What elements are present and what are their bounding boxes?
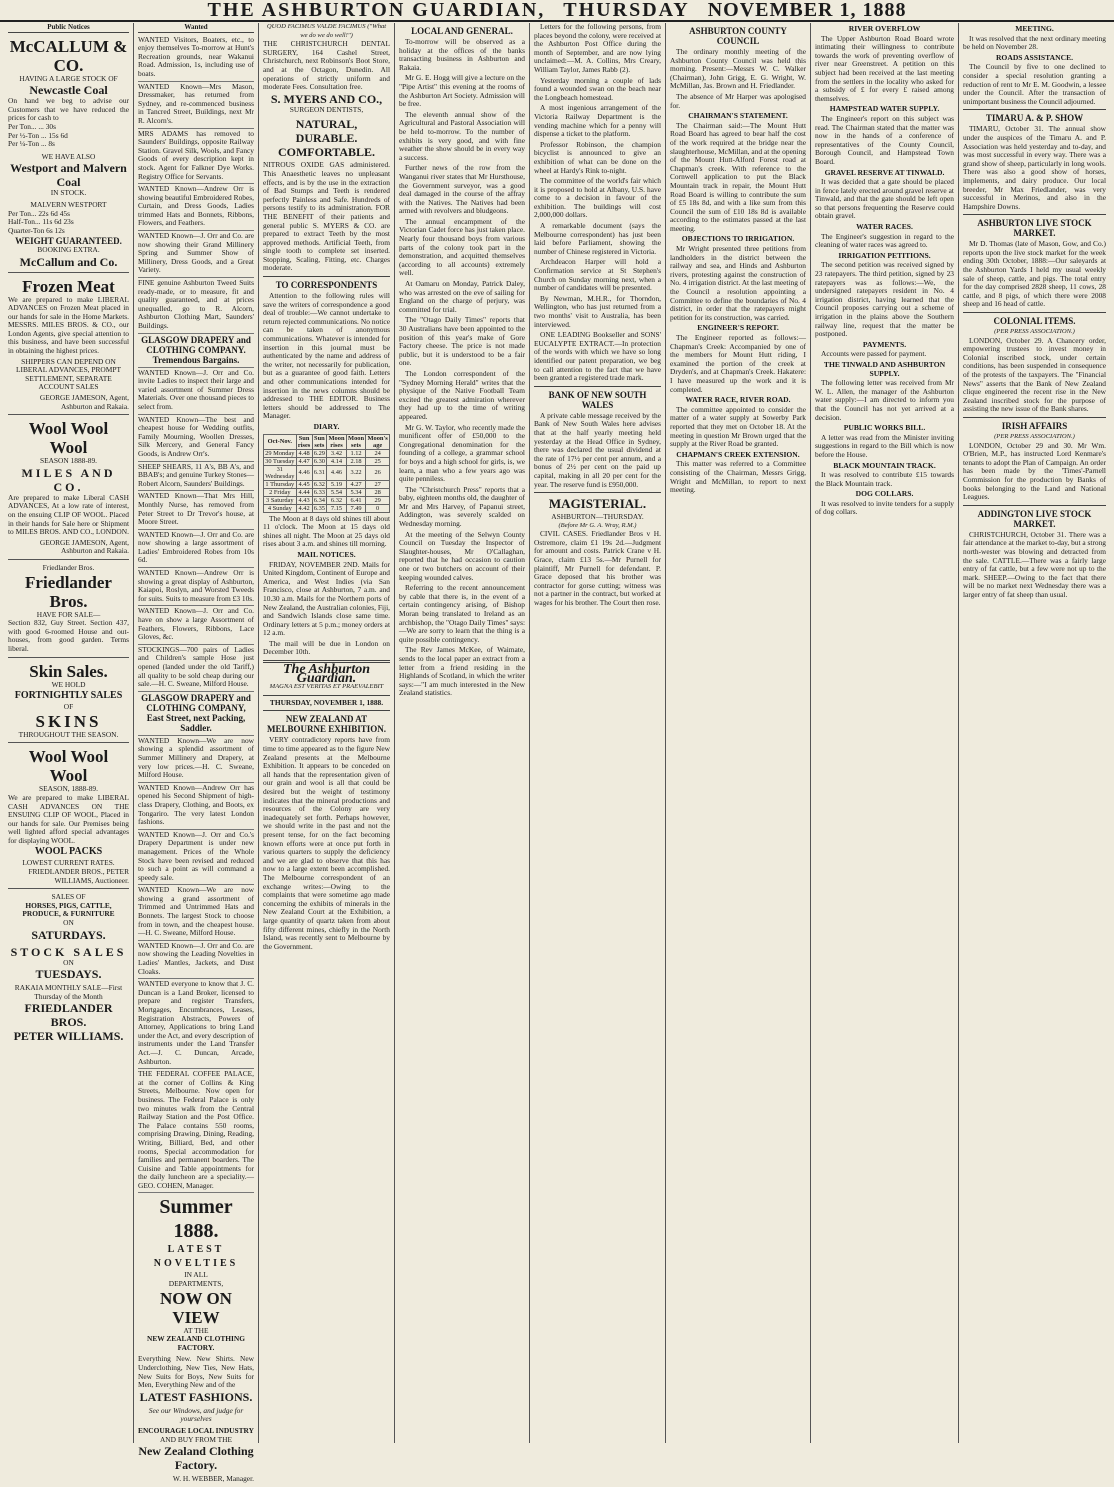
- column-2: [134, 23, 259, 1484]
- mccallum-line1: HAVING A LARGE STOCK OF: [19, 73, 118, 83]
- local-item: Letters for the following persons, from places beyond the colony, were received at the Ashburton Post Office during the month of September, and are now lying unclaimed:—M. A. Collins, Mrs Creary, William Taylor, James Rabb (2).: [534, 22, 661, 74]
- diary-cell: 6.33: [313, 488, 325, 496]
- skin-skins: SKINS: [35, 711, 102, 731]
- diary-title: DIARY.: [313, 421, 340, 431]
- item-body: Accounts were passed for payment.: [821, 349, 927, 359]
- frozen-sign: GEORGE JAMESON, Agent, Ashburton and Rakaia.: [39, 393, 129, 411]
- mccallum-price-2: Per ½-Ton ... 15s 6d: [8, 130, 68, 140]
- diary-row: [264, 457, 390, 465]
- diary-cell: 4 Sunday: [264, 504, 297, 512]
- diary-row: [264, 465, 390, 480]
- frozen-shippers: SHIPPERS CAN DEPEND ON LIBERAL ADVANCES, PROMPT SETTLEMENT, SEPARATE ACCOUNT SALES: [16, 356, 121, 392]
- local-general-title: LOCAL AND GENERAL.: [411, 26, 513, 36]
- column-7: [811, 23, 959, 1443]
- wanted-ad: SHEEP SHEARS, 11 A's, BB A's, and BBAB's; and genuine Turkey Stones—Robert Alcorn, Saunders' Buildings.: [138, 462, 254, 492]
- col2-header: Wanted: [138, 23, 254, 33]
- frozen-meat-ad: [8, 275, 129, 416]
- diary-head: Sun rises: [297, 434, 311, 449]
- wanted-ad: FINE genuine Ashburton Tweed Suits ready-made, or to measure, fit and quality guaranteed, and at prices unequalled, go to R. Alcorn, Ashburton Clothing Mart, Saunders' Buildings.: [138, 278, 254, 334]
- mccallum-name: McCALLUM & CO.: [9, 36, 128, 75]
- magisterial-body: CIVIL CASES. Friedlander Bros v H. Ostremore, claim £1 19s 2d.—Judgment for amount and costs. Patrick Crane v H. Grace, claim £13 5s.—Mr Purnell for plaintiff, Mr Purnell for defendant. P. Grace deposed that his brother was contractor for gorse cutting; witness was not a partner in the contract, but worked at wages for his brother. The Court then rose.: [534, 529, 661, 608]
- subhead: BLACK MOUNTAIN TRACK.: [833, 460, 936, 470]
- local-item: To-morrow will be observed as a holiday at the offices of the banks transacting business in Ashburton and Rakaia.: [399, 37, 525, 72]
- divider: [963, 109, 1106, 110]
- diary-cell: 6.41: [346, 496, 365, 504]
- summer-see: See our Windows, and judge for yourselves: [148, 1405, 244, 1424]
- colonial-title: COLONIAL ITEMS.: [993, 316, 1076, 327]
- skin-title: Skin Sales.: [29, 661, 108, 681]
- summer-depts: DEPARTMENTS,: [168, 1279, 224, 1289]
- engineer-body: The Engineer reported as follows:—Chapman's Creek: Accompanied by one of the members for Mount Hutt riding, I examined the portion of the creek at Dryden's, and at Chapman's Creek. Hakatere: I have measured up the work and it is completed.: [670, 333, 806, 394]
- wool2-ad: [8, 745, 129, 889]
- engineer-title: ENGINEER'S REPORT.: [697, 323, 779, 333]
- sales-day: SATURDAYS.: [31, 927, 106, 942]
- moon-note: The Moon at 8 days old shines till about 11 o'clock. The Moon at 15 days old shines all night. The Moon at 25 days old rises about 3 a.m. and shines till morning.: [263, 513, 390, 549]
- local-item: The London correspondent of the "Sydney Morning Herald" writes that the physique of the Native Football Team excited the greatest admiration wherever they had up to the time of writing appeared.: [399, 368, 525, 421]
- irish-sub: (PER PRESS ASSOCIATION.): [994, 432, 1075, 440]
- diary-row: [264, 480, 390, 488]
- summer-nz: NEW ZEALAND CLOTHING FACTORY.: [146, 1334, 245, 1352]
- magisterial-before: (Before Mr G. A. Wray, R.M.): [558, 521, 637, 529]
- summer-in: IN ALL: [184, 1270, 208, 1280]
- subhead: PAYMENTS.: [862, 339, 907, 349]
- diary-row: [264, 504, 390, 512]
- item-body: It was resolved that the next ordinary meeting be held on November 28.: [963, 33, 1106, 52]
- wanted-ad: STOCKINGS—700 pairs of Ladies and Children's sample Hose just opened (landed under the old Tariff,) all quality to be sold cheap during our sale.—H. C. Sweane, Milford House.: [138, 645, 254, 692]
- diary-cell: 3 Saturday: [264, 496, 297, 504]
- divider: [963, 214, 1106, 215]
- wool-body: Are prepared to make Liberal CASH ADVANCES, At a low rate of interest, on the ensuing CLIP OF WOOL. Placed in their hands for Sale here or Shipment to MILES BROS. AND CO., LONDON.: [8, 492, 129, 537]
- myers-body: NITROUS OXIDE GAS administered. This Anaesthetic leaves no unpleasant effects, and is by the use in the extraction of Bad Stumps and Teeth is rendered perfectly Painless and Safe. Hundreds of persons testify to its administration. FOR THE BENEFIT of their patients and general public S. MYERS & CO. are prepared to extract Teeth by the most approved methods. Artificial Teeth, from single tooth to complete set inserted. Stopping, Scaling, Fitting, etc. Charges moderate.: [263, 160, 390, 273]
- objections-title: OBJECTIONS TO IRRIGATION.: [681, 234, 795, 244]
- diary-cell: 5.19: [327, 480, 347, 488]
- summer-ad: [138, 1193, 254, 1486]
- myers-surgeon: SURGEON DENTISTS,: [289, 104, 364, 114]
- bank-title: BANK OF NEW SOUTH WALES: [548, 389, 647, 410]
- skin-through: THROUGHOUT THE SEASON.: [18, 729, 119, 739]
- column-6: [666, 23, 811, 1443]
- diary-head: Moon rises: [328, 434, 345, 449]
- editorial-body: VERY contradictory reports have from time to time appeared as to the figure New Zealand presents at the Melbourne Exhibition. It appears to be conceded on all hands that the representation given of our grain and wool is all that could be desired but the weight of testimony indicates that the mineral productions and resources of the Colony are very inadequately set forth. Perhaps however, we should write in the past and not the present tense, for on the fact becoming known efforts were at once put forth in various quarters to supply the deficiency and we are glad to observe that this has now to a large extent been accomplished. The Melbourne correspondent of an exchange writes:—Owing to the complaints that were sometime ago made concerning the exhibits of minerals in the New Zealand Court at the Exhibition, a large quantity of quartz taken from about fifty different mines, chiefly in the North Island, was recently sent to Melbourne by the Government.: [263, 735, 390, 951]
- objections-body: Mr Wright presented three petitions from landholders in the district between the railway and sea, and Hinds and Ashburton rivers, protesting against the construction of No. 4 irrigation district. At the last meeting of the Council a resolution appointing a Committee to define the boundaries of No. 4 district, in order that the ratepayers might petition for its construction, was carried.: [670, 244, 806, 322]
- summer-latest: LATEST NOVELTIES: [153, 1244, 239, 1270]
- item-body: The Engineer's suggestion in regard to the cleaning of water races was agreed to.: [815, 231, 954, 250]
- local-item: The annual encampment of the Victorian Cadet force has just taken place. Nearly four thousand boys from various parts of the colony took part in the demonstration, and acquitted themselves (according to all accounts) extremely well.: [399, 216, 525, 278]
- diary-cell: 1 Thursday: [265, 480, 295, 488]
- local-item: By Newman, M.H.R., for Thorndon, Wellington, who has just returned from a two months' visit to Australia, has been interviewed.: [534, 293, 661, 329]
- diary-cell: 4.27: [346, 480, 365, 488]
- friedlander-ad: [8, 562, 129, 658]
- summer-every: Everything New. New Shirts. New Underclothing, New Ties, New Hats, New Suits for Boys, New Suits for Men, Everything New and of the: [138, 1354, 254, 1390]
- mccallum-weight: WEIGHT GUARANTEED.: [15, 236, 122, 247]
- item-body: It was resolved to invite tenders for a supply of dog collars.: [815, 498, 954, 517]
- subhead: MEETING.: [1015, 24, 1054, 33]
- diary-cell: 4.42: [296, 504, 312, 512]
- ashburton-market-body: Mr D. Thomas (late of Mason, Gow, and Co.) reports upon the live stock market for the week ending 30th October, 1888:—Our saleyards at the Ashburton Yards I held my usual weekly sale of sheep, cattle, and pigs. The total entry for the day comprised 2828 sheep, 11 cows, 28 cattle, and 8 pigs, of which there were 2008 sheep and 16 head of cattle.: [963, 239, 1106, 309]
- myers-durable: DURABLE.: [295, 131, 358, 146]
- diary-cell: 1.12: [346, 449, 365, 457]
- diary-cell: 2 Friday: [264, 488, 297, 496]
- item-body: The Engineer's report on this subject was read. The Chairman stated that the matter was now in the hands of a conference of representatives of the County Council, Borough Council, and Hampstead Town Board.: [815, 113, 954, 166]
- diary-cell: 6.30: [313, 457, 325, 465]
- subhead: PUBLIC WORKS BILL.: [843, 423, 926, 433]
- council-absence: The absence of Mr Harper was apologised for.: [670, 91, 806, 110]
- local-item: Further news of the row from the Wanganui river states that Mr Hursthouse, the Government surveyor, was a good deal damaged in the course of the affray with the Natives. The Natives had been armed with revolvers and bludgeons.: [399, 163, 525, 216]
- local-item: At the meeting of the Selwyn County Council on Tuesday the Inspector of Slaughter-houses, Mr O'Callaghan, reported that he had occasion to caution one or two butchers on account of their keeping wounded calves.: [399, 529, 525, 582]
- diary-cell: 5.34: [346, 488, 365, 496]
- diary-cell: 7.49: [346, 504, 365, 512]
- diary-cell: 4.45: [296, 480, 312, 488]
- mccallum-ad: [8, 35, 129, 273]
- diary-cell: 3.22: [346, 465, 365, 480]
- friedlander-header: Friedlander Bros.: [42, 562, 95, 572]
- timaru-title: TIMARU A. & P. SHOW: [985, 113, 1084, 124]
- addington-body: CHRISTCHURCH, October 31. There was a fair attendance at the market to-day, but a strong north-wester was blowing and detracted from the sale. CATTLE.—There was a fairly large entry of fat cattle, but a few were not up to the mark. SHEEP.—Owing to the fact that there will be no market next Wednesday there was a larger entry of fat sheep than usual.: [963, 529, 1106, 599]
- mccallum-also: WE HAVE ALSO: [41, 151, 96, 161]
- diary-row: [264, 488, 390, 496]
- wanted-ad: WANTED Known—Andrew Orr is showing beautiful Embroidered Robes, Curtain, and Dress Goods, Ladies trimmed Hats and Bonnets, Ribbons, Flowers, and Feathers.: [138, 184, 254, 231]
- diary-cell: 6.29: [313, 449, 325, 457]
- local-item: The "Otago Daily Times" reports that 30 Australians have been appointed to the position of this year's make of Gore Factory cheese. The price is not made public, but it is understood to be a fair one.: [399, 315, 525, 368]
- mccallum-booking: BOOKING EXTRA.: [37, 244, 100, 254]
- diary-cell: 3.42: [327, 449, 347, 457]
- local-item: A remarkable document (says the Melbourne correspondent) has just been laid before Parliament, showing the number of Chinese registered in Victoria.: [534, 221, 661, 256]
- mccallum-row-1: Per Ton... 22s 6d 45s: [8, 208, 70, 218]
- ashburton-market-title: ASHBURTON LIVE STOCK MARKET.: [977, 218, 1092, 239]
- diary-cell: 25: [366, 457, 390, 465]
- myers-name: S. MYERS AND CO.,: [270, 91, 383, 106]
- wool-title: Wool Wool Wool: [28, 419, 109, 458]
- sales-on: ON: [63, 918, 74, 928]
- wool2-sign: FRIEDLANDER BROS., PETER WILLIAMS, Auctioneer.: [28, 867, 129, 885]
- summer-buy: AND BUY FROM THE: [159, 1434, 233, 1444]
- local-item: At Oamaru on Monday, Patrick Daley, who was arrested on the eve of sailing for England on the charge of perjury, was committed for trial.: [399, 279, 525, 314]
- subhead: GRAVEL RESERVE AT TINWALD.: [824, 167, 945, 177]
- item-body: A letter was read from the Minister inviting suggestions in regard to the Bill which is now before the House.: [815, 432, 954, 459]
- water-title: WATER RACE, RIVER ROAD.: [685, 395, 791, 405]
- local-item: A most ingenious arrangement of the Victoria Railway Department is the vending machine which for a penny will dispense a ticket to the platform.: [534, 103, 661, 139]
- wool-miles: MILES AND CO.: [21, 465, 116, 494]
- divider: [534, 386, 661, 387]
- masthead-day: THURSDAY: [563, 0, 690, 21]
- diary-cell: 4.43: [296, 496, 312, 504]
- local-item: The committee of the world's fair which it is proposed to hold at Albany, U.S. have come to a decision in favour of the exhibition. The buildings will cost 2,000,000 dollars.: [534, 176, 661, 220]
- frozen-title: Frozen Meat: [22, 276, 115, 296]
- wanted-ad: WANTED Known—J. Orr and Co. are now showing their Grand Millinery Spring and Summer Show of Millinery, Dress Goods, and a Great Variety.: [138, 231, 254, 278]
- mccallum-table-head: MALVERN WESTPORT: [30, 199, 107, 209]
- mccallum-sign: McCallum and Co.: [19, 254, 118, 269]
- magisterial-sub: ASHBURTON—THURSDAY.: [551, 512, 644, 522]
- summer-at: AT THE: [183, 1325, 209, 1335]
- wool2-season: SEASON, 1888-89.: [39, 784, 98, 794]
- mccallum-coal: Newcastle Coal: [29, 83, 108, 98]
- sales-on2: ON: [63, 957, 74, 967]
- mccallum-westport: Westport and Malvern Coal: [10, 161, 127, 190]
- column-3: [259, 23, 395, 1443]
- wanted-ad: WANTED Known—The best and cheapest house for Wedding outfits, Family Mourning, Woollen Dresses, Silk Mercery, and General Fancy Goods, is Andrew Orr's.: [138, 415, 254, 462]
- item-body: The following letter was received from Mr W. L. Allen, the manager of the Ashburton water supply:—I am directed to inform you that the Council has not yet arrived at a decision.: [815, 378, 954, 422]
- wool-sign: GEORGE JAMESON, Agent, Ashburton and Rakaia.: [39, 537, 129, 556]
- summer-enc: ENCOURAGE LOCAL INDUSTRY: [138, 1426, 254, 1435]
- paper-nameplate: The Ashburton Guardian.: [282, 662, 370, 686]
- subhead: HAMPSTEAD WATER SUPPLY.: [829, 104, 940, 114]
- subhead: DOG COLLARS.: [855, 489, 914, 499]
- diary-cell: 7.15: [327, 504, 347, 512]
- diary-cell: 4.14: [327, 457, 347, 465]
- skin-of: OF: [63, 702, 74, 712]
- wool-season: SEASON 1888-89.: [39, 456, 98, 466]
- diary-row: [264, 449, 390, 457]
- diary-head: Oct-Nov.: [264, 434, 297, 449]
- council-intro: The ordinary monthly meeting of the Ashburton County Council was held this morning. Present:—Messrs W. C. Walker (Chairman), John Grigg, E. G. Wright, W. McMillan, Jas. Brown and H. Friedlander.: [670, 47, 806, 91]
- diary-cell: 31 Wednesday: [265, 465, 295, 480]
- masthead: [0, 0, 1114, 22]
- diary-head: Moon's age: [367, 434, 388, 449]
- frozen-body: We are prepared to make LIBERAL ADVANCES on Frozen Meat placed in our hands for sale in the Home Markets. MESSRS. MILES BROS. & CO., our London Agents, give special attention to this business, and have been successful in obtaining the highest prices.: [8, 294, 129, 356]
- myers-natural: NATURAL,: [295, 117, 358, 132]
- local-item: ONE LEADING Bookseller and SONS' EUCALYPTE EXTRACT.—In protection of the words with which we have so long identified our patent preparation, we beg to call attention to the fact that we have been granted a registered trade mark.: [534, 330, 661, 383]
- timaru-body: TIMARU, October 31. The annual show under the auspices of the Timaru A. and P. Association was held yesterday and to-day, and was most successful in every way. There was a grand show of sheep, particularly in long wools. There was also a good show of horses, implements, and dairy produce. Our local breeder, Mr Max Friedlander, was very successful in Merinos, and also in the Hampshire Downs.: [963, 124, 1106, 211]
- wanted-ad: WANTED Known—J. Orr and Co. invite Ladies to inspect their large and varied assortment of Summer Dress Materials. Over one thousand pieces to select from.: [138, 368, 254, 415]
- item-body: The Council by five to one declined to consider a special resolution granting a reduction of rent to Mr E. M. Goodwin, a lessee under the Council. After the transaction of unimportant business the Council adjourned.: [963, 62, 1106, 106]
- diary-cell: 29: [366, 496, 390, 504]
- diary-cell: 5.54: [327, 488, 347, 496]
- wanted-ad: WANTED Known—Andrew Orr is showing a great display of Ashburton, Kaiapoi, Roslyn, and Worsted Tweeds for suits. Suits to measure from £3 10s.: [138, 568, 254, 606]
- skin-sales-ad: [8, 660, 129, 744]
- diary-cell: 24: [366, 449, 390, 457]
- item-body: It was decided that a gate should be placed in fence lately erected around gravel reserve at Tinwald, and that the gate should be left open so that persons frequenting the Reserve could obtain gravel.: [815, 177, 954, 221]
- skin-fort: FORTNIGHTLY SALES: [14, 690, 123, 702]
- diary-row: [264, 496, 390, 504]
- addington-title: ADDINGTON LIVE STOCK MARKET.: [977, 508, 1092, 529]
- diary-cell: 29 Monday: [265, 449, 295, 457]
- local-item: The Rev James McKee, of Waimate, sends to the local paper an extract from a letter from a friend residing in the Highlands of Scotland, in which the writer says:—"I am much interested in the New Zealand statistics.: [399, 645, 525, 698]
- column-8: [959, 23, 1110, 1443]
- wanted-ad: WANTED Known—J. Orr and Co. are now showing a large assortment of Ladies' Embroidered Robes from 10s 6d.: [138, 530, 254, 568]
- diary-cell: 6.32: [313, 480, 325, 488]
- diary-cell: 6.35: [313, 504, 325, 512]
- sales-tue: TUESDAYS.: [35, 967, 102, 982]
- diary-cell: 6.31: [312, 465, 327, 480]
- mccallum-instock: IN STOCK.: [50, 188, 87, 198]
- item-body: The second petition was received signed by 23 ratepayers. The third petition, signed by 23 ratepayers was as follows:—We, the undersigned ratepayers resident in No. 4 irrigation district, having learned that the Council proposes carrying out a scheme of irrigation in the plains above the Southern railway line, request that the matter be postponed.: [815, 260, 954, 339]
- item-body: It was resolved to contribute £15 towards the Black Mountain track.: [815, 470, 954, 488]
- summer-factory: New Zealand Clothing Factory.: [138, 1444, 254, 1473]
- dental-body: THE CHRISTCHURCH DENTAL SURGERY, 164 Cashel Street, Christchurch, next Robinson's Boot Store, and at the Octagon, Dunedin. All operations of strictly uniform and moderate Fees. Consultation free.: [263, 39, 390, 92]
- diary-cell: 2.18: [346, 457, 365, 465]
- summer-title: Summer 1888.: [159, 1196, 233, 1243]
- masthead-title: THE ASHBURTON GUARDIAN,: [207, 0, 546, 21]
- diary-head: Moon sets: [348, 434, 365, 449]
- column-5: [530, 23, 666, 1443]
- magisterial-title: MAGISTERIAL.: [548, 496, 647, 512]
- summer-sign: W. H. WEBBER, Manager.: [172, 1474, 254, 1484]
- mail-title: MAIL NOTICES.: [297, 549, 356, 559]
- wool2-packs: WOOL PACKS: [34, 846, 103, 858]
- divider: [963, 312, 1106, 313]
- diary-table: [263, 434, 390, 513]
- council-title: ASHBURTON COUNTY COUNCIL: [689, 26, 787, 46]
- myers-comfortable: COMFORTABLE.: [277, 145, 376, 160]
- sales-rakaia: RAKAIA MONTHLY SALE—First Thursday of the Month: [14, 983, 123, 1001]
- wanted-ad: MRS ADAMS has removed to Saunders' Buildings, opposite Railway Station. Gravel Silk, Wools, and Fancy Goods of every description kept in stock. Agent for Falkner Dye Works. Registry Office for Servants.: [138, 129, 254, 185]
- sales-stock: STOCK SALES: [10, 944, 127, 959]
- mccallum-row-3: Quarter-Ton 6s 12s: [8, 225, 65, 235]
- water-body: The committee appointed to consider the matter of a water supply at Sowerby Park reported that they met on October 18. At the meeting in question Mr Brown urged that the supply at the River Road be granted.: [670, 404, 806, 449]
- diary-cell: 6.34: [313, 496, 325, 504]
- diary-cell: 27: [366, 480, 390, 488]
- divider: [263, 695, 390, 696]
- wanted-ad: WANTED Known—We are now showing a splendid assortment of Summer Millinery and Drapery, at very low prices.—H. C. Sweane, Milford House.: [138, 736, 254, 783]
- diary-cell: 4.44: [296, 488, 312, 496]
- diary-cell: 0: [366, 504, 390, 512]
- diary-cell: 4.46: [296, 465, 312, 480]
- masthead-date: NOVEMBER 1, 1888: [707, 0, 907, 21]
- extension-title: CHAPMAN'S CREEK EXTENSION.: [676, 449, 800, 459]
- wanted-ad: WANTED everyone to know that J. C. Duncan is a Land Broker, licensed to prepare and register Transfers, Mortgages, Encumbrances, Leases, Registration Abstracts, Powers of Attorney, Applications to bring Land under the Act, and every description of instruments under the Land Transfer Act.—J. C. Duncan, Arcade, Ashburton.: [138, 979, 254, 1069]
- subhead: THE TINWALD AND ASHBURTON SUPPLY.: [823, 359, 946, 378]
- colonial-body: LONDON, October 29. A Chancery order, empowering trustees to invest money in Colonial inscribed stock, under certain conditions, has been suspended in consequence of the protests of the taxpayers. The "Financial News" asserts that the Bank of New Zealand clique engineered the recent rise in the New Zealand inscribed stock for the purpose of assisting the new issue of the Bank shares.: [963, 335, 1106, 414]
- diary-cell: 26: [366, 465, 390, 480]
- irish-title: IRISH AFFAIRS: [1001, 420, 1068, 431]
- correspondents-title: TO CORRESPONDENTS: [275, 280, 378, 291]
- diary-cell: 28: [366, 488, 390, 496]
- diary-cell: 6.32: [327, 496, 347, 504]
- friedlander-body: Section 832, Guy Street. Section 437, with good 6-roomed House and out-houses, from good garden. Terms liberal.: [8, 618, 129, 653]
- chairman-body: The Chairman said:—The Mount Hutt Road Board has agreed to bear half the cost of the work required at the bridge near the slaughterhouse, McMillan, and at the opening of the Mount Hutt-Alford Forest road at Chapman's creek. With reference to the Cornwell application to put the Black Mountain track in repair, the Mount Hutt Road Board is willing to contribute the sum of £5 18s 8d, and with a like sum from this Council the sum of £10 18s 8d is available according to the estimates passed at the last meeting.: [670, 120, 806, 233]
- item-body: The Upper Ashburton Road Board wrote intimating their willingness to contribute towards the work of preventing overflow of river near Greenstreet. A petition on this subject had been received at the last meeting from the settlers in the locality who asked for a subsidy of £ for every £ raised among themselves.: [815, 33, 954, 103]
- local-item: Mr G. W. Taylor, who recently made the munificent offer of £50,000 to the Congregational denomination for the founding of a college, a grammar school for boys and a high school for girls, is, we learn, a man who a few years ago was quite penniless.: [399, 422, 525, 484]
- wanted-ad-glasgow: GLASGOW DRAPERY and CLOTHING COMPANY. Tremendous Bargains.: [138, 334, 254, 368]
- local-item: Mr G. E. Hogg will give a lecture on the "Pipe Artist" this evening at the rooms of the Ashburton Art Society. Admission will be free.: [399, 73, 525, 109]
- divider: [534, 492, 661, 493]
- local-item: The eleventh annual show of the Agricultural and Pastoral Association will be held to-morrow. To the number of exhibits is very good, and with fine weather the show should be in every way a success.: [399, 109, 525, 162]
- wool2-rates: LOWEST CURRENT RATES.: [22, 858, 115, 868]
- chairman-title: CHAIRMAN'S STATEMENT.: [688, 111, 788, 121]
- diary-head: Sun sets: [314, 434, 325, 449]
- divider: [263, 276, 390, 277]
- wanted-ad: WANTED Known—J. Orr and Co. have on show a large Assortment of Feathers, Flowers, Ribbons, Lace Gloves, &c.: [138, 606, 254, 644]
- summer-now: NOW ON VIEW: [160, 1288, 232, 1327]
- paper-motto: MAGNA EST VERITAS ET PRAEVALEBIT: [269, 683, 384, 691]
- friedlander-forsale: HAVE FOR SALE—: [36, 609, 101, 619]
- correspondents-body: Attention to the following rules will save the writers of correspondence a good deal of trouble:—We cannot undertake to return rejected communications. No notice can be taken of anonymous communications. Whatever is intended for insertion in this journal must be authenticated by the name and address of the writer, not necessarily for publication, but as a guarantee of good faith. Letters and other communications intended for insertion in the news columns should be addressed to THE EDITOR. Business letters should be addressed to The Manager.: [263, 291, 390, 421]
- sales-sign2: PETER WILLIAMS.: [13, 1029, 124, 1044]
- local-item: Professor Robinson, the champion bicyclist is announced to give an exhibition of what can be done on the wheel at Hardy's Rink to-night.: [534, 139, 661, 175]
- local-item: Referring to the recent announcement by cable that there is, in the event of a certain contingency arising, of Bishop Moran being translated to Ireland as an archbishop, the "Otago Daily Times" says:—We are sorry to learn that the thing is a quite possible contingency.: [399, 583, 525, 644]
- mccallum-price-1: Per Ton... ... 30s: [8, 121, 57, 131]
- column-4: [395, 23, 530, 1443]
- mccallum-row-2: Half-Ton... 11s 6d 23s: [8, 217, 74, 227]
- divider: [963, 505, 1106, 506]
- wanted-ad: WANTED Known—Mrs Mason, Dressmaker, has returned from Sydney, and re-commenced business in Tancred Street, Buildings, next Mr R. Alcorn's.: [138, 82, 254, 129]
- editorial-title: NEW ZEALAND AT MELBOURNE EXHIBITION.: [266, 714, 387, 735]
- diary-cell: 4.48: [296, 449, 312, 457]
- mail-body: FRIDAY, NOVEMBER 2ND. Mails for United Kingdom, Continent of Europe and America, and West Indies (via San Francisco, close at Ashburton, 7 a.m. and 10.30 a.m. Mails for the Northern ports of New Zealand, the Australian colonies, Fiji, and Sandwich Islands close same time. Ordinary letters at 5 p.m.; money orders at 12 a.m.: [263, 559, 390, 638]
- divider: [963, 417, 1106, 418]
- subhead: RIVER OVERFLOW: [848, 24, 921, 33]
- federal-coffee-palace-ad: THE FEDERAL COFFEE PALACE, at the corner of Collins & King Streets, Melbourne. Now open for business. The Federal Palace is only two minutes walk from the Central Railway Station and the Post Office. The Palace contains 550 rooms, comprising Drawing, Dining, Reading, Writing, Billiard, Bed, and other rooms, Special accommodation for families and permanent boarders. The Cuisine and Table appointments for the daily luncheon are a speciality.—GEO. COHEN, Manager.: [138, 1069, 254, 1193]
- bank-body: A private cable message received by the Bank of New South Wales here advises that at the half yearly meeting held yesterday at the Head Office in Sydney, there was declared the usual dividend at the rate of 17½ per cent per annum, and a bonus of 2½ per cent on the paid up capital, making in all 20 per cent for the year. The reserve fund is £950,000.: [534, 410, 661, 489]
- divider: [263, 710, 390, 711]
- mail-note: The mail will be due in London on December 10th.: [263, 638, 390, 657]
- local-item: Yesterday morning a couple of lads found a wounded swan on the beach near the Longbeach homestead.: [534, 75, 661, 102]
- sales-line: HORSES, PIGS, CATTLE, PRODUCE, & FURNITURE: [22, 900, 115, 919]
- diary-cell: 30 Tuesday: [265, 457, 295, 465]
- irish-body: LONDON, October 29 and 30. Mr Wm. O'Brien, M.P., has instructed Lord Kenmare's tenants to adopt the Plan of Campaign. An order has been made by the 'Times'-Parnell Commission for the production by Banks of books belonging to the Land and National Leagues.: [963, 440, 1106, 502]
- wanted-ad: WANTED Visitors, Boaters, etc., to enjoy themselves To-morrow at Hunt's Recreation grounds, near Wakanui Road. Admission, 1s, including use of boats.: [138, 35, 254, 82]
- editorial-date: THURSDAY, NOVEMBER 1, 1888.: [269, 697, 384, 707]
- friedlander-name: Friedlander Bros.: [25, 572, 112, 611]
- sales-sign1: FRIEDLANDER BROS.: [24, 1001, 113, 1030]
- mccallum-price-3: Per ¼-Ton ... 8s: [8, 139, 55, 149]
- sales-title: SALES OF: [51, 892, 86, 902]
- columns: [4, 22, 1110, 1484]
- wool2-title: Wool Wool Wool: [28, 747, 109, 786]
- extension-body: This matter was referred to a Committee consisting of the Chairman, Messrs Grigg, Wright and McMillan, to report to next meeting.: [670, 459, 806, 495]
- subhead: ROADS ASSISTANCE.: [995, 52, 1074, 62]
- wool2-body: We are prepared to make LIBERAL CASH ADVANCES ON THE ENSUING CLIP OF WOOL, Placed in our hands for sale. Our Premises being well lighted afford special advantages for displaying WOOL.: [8, 792, 129, 845]
- subhead: IRRIGATION PETITIONS.: [838, 250, 931, 260]
- wanted-ad-glasgow-2: GLASGOW DRAPERY and CLOTHING COMPANY, East Street, next Packing, Saddler.: [138, 692, 254, 736]
- local-item: The "Christchurch Press" reports that a baby, eighteen months old, the daughter of Mr and Mrs Harvey, of Papanui street, Addington, was severely scalded on Wednesday morning.: [399, 484, 525, 529]
- column-1: [4, 23, 134, 1443]
- wanted-ad: WANTED Known—Andrew Orr has opened his Second Shipment of high-class Drapery, Clothing, and Boots, ex Tongariro. The very latest London fashions.: [138, 783, 254, 830]
- dental-quote: QUOD FACIMUS VALDE FACIMUS ("What we do we do well!"): [266, 23, 387, 39]
- wanted-ad: WANTED Known—J. Orr and Co. are now showing the Leading Novelties in Ladies' Mantles, Jackets, and Dust Cloaks.: [138, 941, 254, 979]
- summer-latest2: LATEST FASHIONS.: [139, 1389, 253, 1404]
- sales-ad: [8, 891, 129, 1046]
- colonial-sub: (PER PRESS ASSOCIATION.): [994, 328, 1075, 336]
- wanted-ad: WANTED Known—J. Orr and Co.'s Drapery Department is under new management. Prices of the Whole Stock have been revised and reduced to such a point as will command a speedy sale.: [138, 830, 254, 886]
- mccallum-body: On hand we beg to advise our Customers that we have reduced the prices for cash to: [8, 96, 129, 123]
- subhead: WATER RACES.: [856, 222, 913, 232]
- local-item: Archdeacon Harper will hold a Confirmation service at St Stephen's Church on Sunday morning next, when a number of candidates will be presented.: [534, 257, 661, 293]
- col1-header: Public Notices: [8, 23, 129, 33]
- diary-cell: 4.46: [327, 465, 347, 480]
- wanted-ad: WANTED Known—We are now showing a grand assortment of Trimmed and Untrimmed Hats and Bonnets. The largest Stock to choose from in town, and the cheapest house.—H. C. Sweane, Milford House.: [138, 885, 254, 941]
- wool-ad: [8, 417, 129, 560]
- wanted-ad: WANTED Known—That Mrs Hill, Monthly Nurse, has removed from Peter Street to Dr Trevor's house, at Moore Street.: [138, 491, 254, 529]
- skin-we: WE HOLD: [51, 679, 86, 689]
- diary-cell: 4.47: [296, 457, 312, 465]
